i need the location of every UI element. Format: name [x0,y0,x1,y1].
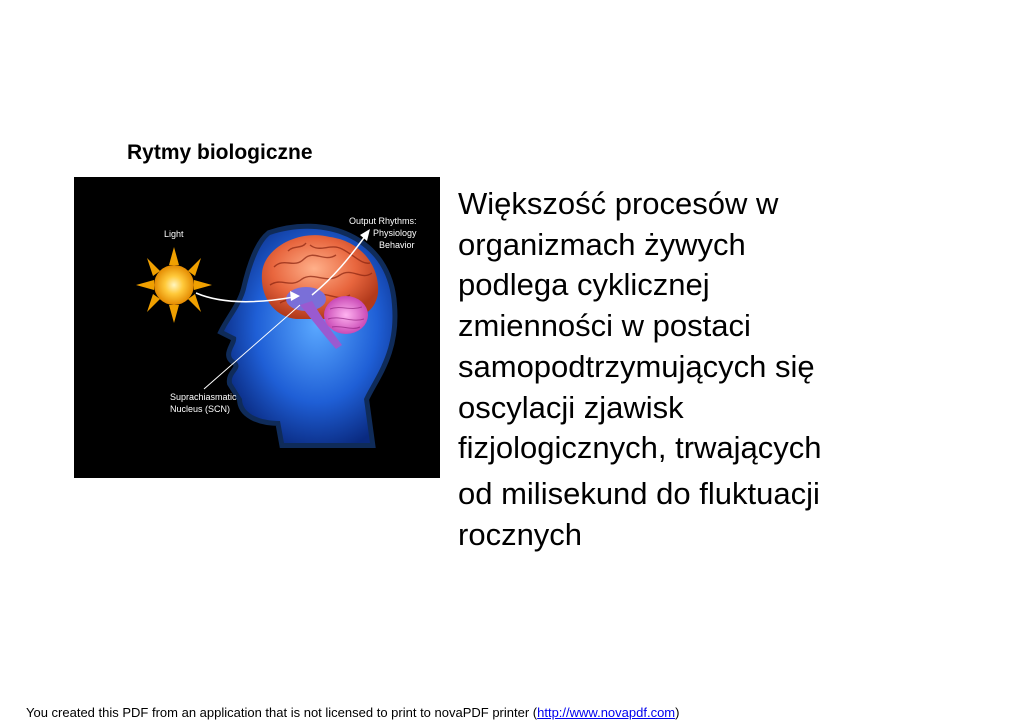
circadian-diagram [74,177,440,478]
body-line: oscylacji zjawisk [458,389,684,425]
body-line: rocznych [458,516,583,552]
license-footer [26,705,679,721]
body-line: samopodtrzymujących się [458,348,815,384]
label-output-physiology: Physiology [373,228,417,238]
label-scn-line2: Nucleus (SCN) [170,404,231,414]
sun-icon [154,265,194,305]
label-light: Light [164,229,184,239]
label-scn-line1: Suprachiasmatic [170,392,237,402]
body-line: zmienności w postaci [458,308,751,344]
body-line: od milisekund do fluktuacji [458,475,820,511]
body-line: Większość procesów w [458,186,779,221]
body-line: organizmach żywych [458,226,746,262]
body-paragraph [458,184,998,555]
page-title: Rytmy biologiczne [127,141,313,164]
body-line: fizjologicznych, trwających [458,430,822,466]
cerebellum [324,296,368,334]
brain-illustration [74,177,440,478]
footer-text: You created this PDF from an application that is not licensed to print to novaPDF printer ( [26,705,538,720]
label-output-title: Output Rhythms: [349,216,417,226]
novapdf-link[interactable]: http://www.novapdf.com [537,705,676,720]
label-output-behavior: Behavior [379,240,415,250]
body-line: podlega cyklicznej [458,267,710,303]
footer-text-end: ) [675,705,680,720]
